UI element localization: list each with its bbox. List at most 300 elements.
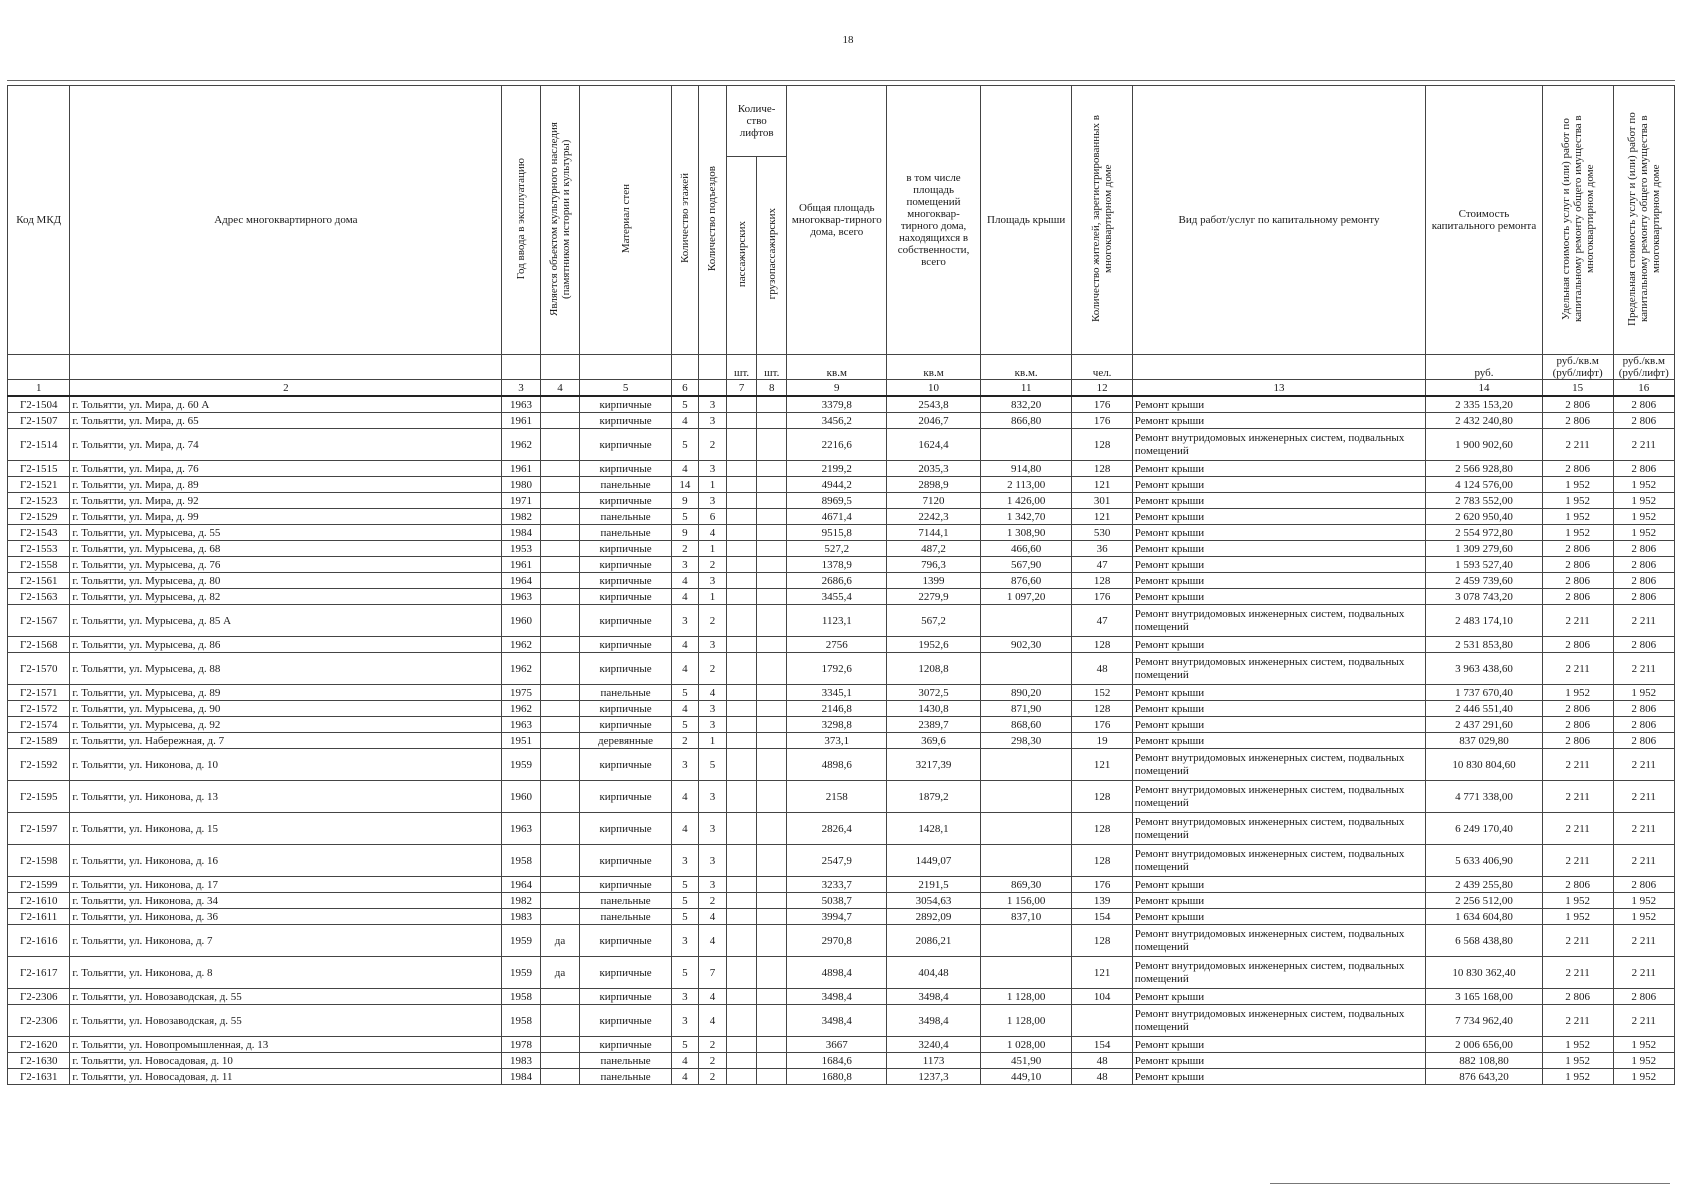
table-row [8,605,1675,637]
area-owned-cell: 2279,9 [887,589,981,605]
area-owned-cell: 2898,9 [887,477,981,493]
roof-area-cell: 1 308,90 [980,525,1072,541]
table-row [8,637,1675,653]
table-row [8,925,1675,957]
address-cell: г. Тольятти, ул. Мурысева, д. 89 [70,685,502,701]
table-row [8,733,1675,749]
residents-cell: 176 [1072,396,1132,413]
area-owned-cell: 404,48 [887,957,981,989]
unit-cost-cell: 2 211 [1542,429,1613,461]
lifts-passenger-cell [726,525,756,541]
lifts-passenger-cell [726,845,756,877]
entrances-cell: 2 [698,1053,726,1069]
unit-cost-cell: 2 806 [1542,877,1613,893]
cost-cell: 876 643,20 [1426,1069,1543,1085]
heritage-cell [540,525,580,541]
floors-cell: 5 [671,509,698,525]
year-cell: 1963 [502,396,541,413]
table-row [8,813,1675,845]
code-cell: Г2-1597 [8,813,70,845]
heritage-cell [540,877,580,893]
floors-cell: 5 [671,877,698,893]
area-total-cell: 3667 [787,1037,887,1053]
column-number: 1 [8,380,70,397]
floors-cell: 3 [671,605,698,637]
year-cell: 1963 [502,717,541,733]
floors-cell: 3 [671,989,698,1005]
address-cell: г. Тольятти, ул. Мурысева, д. 88 [70,653,502,685]
column-number: 11 [980,380,1072,397]
residents-cell: 121 [1072,509,1132,525]
year-cell: 1963 [502,589,541,605]
residents-cell: 128 [1072,925,1132,957]
residents-cell: 530 [1072,525,1132,541]
cost-cell: 2 335 153,20 [1426,396,1543,413]
cost-cell: 2 437 291,60 [1426,717,1543,733]
year-cell: 1958 [502,845,541,877]
lifts-passenger-cell [726,813,756,845]
table-body [8,396,1675,1085]
unit-cost-cell: 2 211 [1542,813,1613,845]
material-cell: кирпичные [580,396,672,413]
table-row [8,957,1675,989]
material-cell: кирпичные [580,573,672,589]
code-cell: Г2-1617 [8,957,70,989]
column-number: 10 [887,380,981,397]
floors-cell: 2 [671,733,698,749]
area-total-cell: 2686,6 [787,573,887,589]
table-row [8,701,1675,717]
lifts-cargo-cell [757,413,787,429]
residents-cell: 139 [1072,893,1132,909]
work-type-cell: Ремонт внутридомовых инженерных систем, подвальных помещений [1132,845,1425,877]
address-cell: г. Тольятти, ул. Мира, д. 60 А [70,396,502,413]
entrances-cell: 2 [698,1069,726,1085]
lifts-passenger-cell [726,1005,756,1037]
area-owned-cell: 3498,4 [887,989,981,1005]
column-number: 13 [1132,380,1425,397]
address-cell: г. Тольятти, ул. Мира, д. 65 [70,413,502,429]
cost-cell: 2 483 174,10 [1426,605,1543,637]
lifts-passenger-cell [726,701,756,717]
material-cell: деревянные [580,733,672,749]
work-type-cell: Ремонт внутридомовых инженерных систем, подвальных помещений [1132,429,1425,461]
heritage-cell: да [540,925,580,957]
area-total-cell: 2158 [787,781,887,813]
max-unit-cost-cell: 1 952 [1613,509,1675,525]
cost-cell: 5 633 406,90 [1426,845,1543,877]
year-cell: 1984 [502,525,541,541]
max-unit-cost-cell: 1 952 [1613,685,1675,701]
area-owned-cell: 2543,8 [887,396,981,413]
residents-cell: 128 [1072,573,1132,589]
lifts-cargo-cell [757,509,787,525]
bottom-rule [1270,1183,1670,1184]
material-cell: кирпичные [580,813,672,845]
unit-cost-cell: 2 806 [1542,396,1613,413]
lifts-cargo-cell [757,909,787,925]
lifts-cargo-cell [757,493,787,509]
lifts-cargo-cell [757,749,787,781]
column-number: 5 [580,380,672,397]
address-cell: г. Тольятти, ул. Мурысева, д. 76 [70,557,502,573]
lifts-passenger-cell [726,925,756,957]
year-cell: 1961 [502,461,541,477]
cost-cell: 2 554 972,80 [1426,525,1543,541]
code-cell: Г2-1515 [8,461,70,477]
roof-area-cell [980,605,1072,637]
roof-area-cell [980,429,1072,461]
unit-cost-cell: 2 806 [1542,541,1613,557]
residents-cell: 128 [1072,637,1132,653]
floors-cell: 5 [671,893,698,909]
work-type-cell: Ремонт внутридомовых инженерных систем, подвальных помещений [1132,605,1425,637]
cost-cell: 1 900 902,60 [1426,429,1543,461]
area-owned-cell: 2242,3 [887,509,981,525]
entrances-cell: 3 [698,493,726,509]
material-cell: кирпичные [580,637,672,653]
material-cell: панельные [580,893,672,909]
cost-cell: 2 620 950,40 [1426,509,1543,525]
residents-cell: 36 [1072,541,1132,557]
work-type-cell: Ремонт крыши [1132,509,1425,525]
column-number: 2 [70,380,502,397]
year-cell: 1964 [502,877,541,893]
max-unit-cost-cell: 2 806 [1613,701,1675,717]
cost-cell: 3 165 168,00 [1426,989,1543,1005]
lifts-passenger-cell [726,573,756,589]
year-cell: 1951 [502,733,541,749]
max-unit-cost-cell: 2 211 [1613,1005,1675,1037]
code-cell: Г2-1567 [8,605,70,637]
heritage-cell [540,749,580,781]
work-type-cell: Ремонт крыши [1132,541,1425,557]
year-cell: 1963 [502,813,541,845]
work-type-cell: Ремонт внутридомовых инженерных систем, подвальных помещений [1132,957,1425,989]
max-unit-cost-cell: 2 211 [1613,429,1675,461]
area-owned-cell: 2389,7 [887,717,981,733]
material-cell: кирпичные [580,749,672,781]
code-cell: Г2-1563 [8,589,70,605]
unit-lifts-passenger: шт. [726,355,756,380]
area-owned-cell: 1428,1 [887,813,981,845]
address-cell: г. Тольятти, ул. Мурысева, д. 68 [70,541,502,557]
column-number: 8 [757,380,787,397]
floors-cell: 4 [671,1053,698,1069]
cost-cell: 3 078 743,20 [1426,589,1543,605]
address-cell: г. Тольятти, ул. Никонова, д. 7 [70,925,502,957]
work-type-cell: Ремонт крыши [1132,893,1425,909]
cost-cell: 7 734 962,40 [1426,1005,1543,1037]
lifts-cargo-cell [757,813,787,845]
cost-cell: 10 830 804,60 [1426,749,1543,781]
floors-cell: 9 [671,493,698,509]
address-cell: г. Тольятти, ул. Мира, д. 89 [70,477,502,493]
unit-cost-cell: 1 952 [1542,1069,1613,1085]
code-cell: Г2-1589 [8,733,70,749]
column-number: 3 [502,380,541,397]
work-type-cell: Ремонт крыши [1132,685,1425,701]
unit-cost-cell: 2 211 [1542,605,1613,637]
residents-cell: 128 [1072,429,1132,461]
lifts-cargo-cell [757,1053,787,1069]
cost-cell: 1 737 670,40 [1426,685,1543,701]
address-cell: г. Тольятти, ул. Новозаводская, д. 55 [70,989,502,1005]
entrances-cell: 3 [698,845,726,877]
heritage-cell [540,1005,580,1037]
material-cell: кирпичные [580,845,672,877]
table-row [8,877,1675,893]
heritage-cell [540,717,580,733]
work-type-cell: Ремонт внутридомовых инженерных систем, подвальных помещений [1132,781,1425,813]
area-total-cell: 4898,4 [787,957,887,989]
residents-cell: 48 [1072,1069,1132,1085]
address-cell: г. Тольятти, ул. Никонова, д. 36 [70,909,502,925]
unit-cost-cell: 1 952 [1542,509,1613,525]
header-heritage: Является объектом культурного наследия (памятником истории и культуры) [540,86,580,355]
entrances-cell: 4 [698,1005,726,1037]
residents-cell: 128 [1072,461,1132,477]
year-cell: 1980 [502,477,541,493]
cost-cell: 2 566 928,80 [1426,461,1543,477]
floors-cell: 4 [671,813,698,845]
residents-cell: 104 [1072,989,1132,1005]
material-cell: панельные [580,525,672,541]
material-cell: панельные [580,685,672,701]
area-total-cell: 1123,1 [787,605,887,637]
area-owned-cell: 1208,8 [887,653,981,685]
heritage-cell [540,509,580,525]
year-cell: 1953 [502,541,541,557]
work-type-cell: Ремонт крыши [1132,1069,1425,1085]
cost-cell: 2 531 853,80 [1426,637,1543,653]
floors-cell: 3 [671,749,698,781]
floors-cell: 5 [671,717,698,733]
roof-area-cell: 2 113,00 [980,477,1072,493]
floors-cell: 5 [671,957,698,989]
floors-cell: 3 [671,557,698,573]
entrances-cell: 3 [698,637,726,653]
heritage-cell [540,461,580,477]
max-unit-cost-cell: 2 806 [1613,573,1675,589]
max-unit-cost-cell: 1 952 [1613,493,1675,509]
roof-area-cell: 902,30 [980,637,1072,653]
area-owned-cell: 567,2 [887,605,981,637]
area-owned-cell: 1399 [887,573,981,589]
year-cell: 1959 [502,749,541,781]
entrances-cell: 3 [698,701,726,717]
roof-area-cell [980,845,1072,877]
heritage-cell [540,1037,580,1053]
column-number: 14 [1426,380,1543,397]
area-owned-cell: 1173 [887,1053,981,1069]
area-owned-cell: 369,6 [887,733,981,749]
code-cell: Г2-1529 [8,509,70,525]
residents-cell: 154 [1072,1037,1132,1053]
header-address: Адрес многоквартирного дома [70,86,502,355]
max-unit-cost-cell: 2 211 [1613,749,1675,781]
max-unit-cost-cell: 2 806 [1613,461,1675,477]
unit-lifts-cargo: шт. [757,355,787,380]
heritage-cell [540,396,580,413]
area-owned-cell: 1430,8 [887,701,981,717]
floors-cell: 4 [671,1069,698,1085]
area-owned-cell: 3054,63 [887,893,981,909]
roof-area-cell: 466,60 [980,541,1072,557]
code-cell: Г2-1595 [8,781,70,813]
table-row [8,909,1675,925]
lifts-cargo-cell [757,477,787,493]
unit-cost-cell: 2 211 [1542,781,1613,813]
heritage-cell [540,541,580,557]
area-total-cell: 3456,2 [787,413,887,429]
area-owned-cell: 2191,5 [887,877,981,893]
entrances-cell: 6 [698,509,726,525]
area-owned-cell: 2046,7 [887,413,981,429]
lifts-cargo-cell [757,1037,787,1053]
address-cell: г. Тольятти, ул. Новозаводская, д. 55 [70,1005,502,1037]
address-cell: г. Тольятти, ул. Новосадовая, д. 10 [70,1053,502,1069]
address-cell: г. Тольятти, ул. Никонова, д. 34 [70,893,502,909]
address-cell: г. Тольятти, ул. Мурысева, д. 92 [70,717,502,733]
material-cell: кирпичные [580,717,672,733]
entrances-cell: 1 [698,733,726,749]
area-total-cell: 3298,8 [787,717,887,733]
lifts-cargo-cell [757,653,787,685]
unit-cost: руб. [1426,355,1543,380]
roof-area-cell: 567,90 [980,557,1072,573]
lifts-cargo-cell [757,1005,787,1037]
work-type-cell: Ремонт крыши [1132,909,1425,925]
material-cell: панельные [580,909,672,925]
lifts-passenger-cell [726,493,756,509]
code-cell: Г2-1561 [8,573,70,589]
lifts-cargo-cell [757,461,787,477]
cost-cell: 4 771 338,00 [1426,781,1543,813]
entrances-cell: 1 [698,477,726,493]
year-cell: 1978 [502,1037,541,1053]
roof-area-cell: 869,30 [980,877,1072,893]
table-row [8,509,1675,525]
code-cell: Г2-1570 [8,653,70,685]
lifts-passenger-cell [726,957,756,989]
entrances-cell: 3 [698,781,726,813]
unit-cost-cell: 2 211 [1542,749,1613,781]
unit-cost-cell: 2 211 [1542,957,1613,989]
address-cell: г. Тольятти, ул. Мурысева, д. 55 [70,525,502,541]
heritage-cell [540,477,580,493]
lifts-cargo-cell [757,557,787,573]
heritage-cell [540,413,580,429]
column-number: 4 [540,380,580,397]
table-row [8,396,1675,413]
cost-cell: 2 006 656,00 [1426,1037,1543,1053]
unit-area-owned: кв.м [887,355,981,380]
area-owned-cell: 7144,1 [887,525,981,541]
work-type-cell: Ремонт крыши [1132,733,1425,749]
entrances-cell: 3 [698,573,726,589]
residents-cell: 121 [1072,957,1132,989]
lifts-passenger-cell [726,413,756,429]
year-cell: 1962 [502,637,541,653]
unit-cost-cell: 1 952 [1542,493,1613,509]
code-cell: Г2-1630 [8,1053,70,1069]
floors-cell: 4 [671,573,698,589]
roof-area-cell: 1 028,00 [980,1037,1072,1053]
unit-cost-cell: 2 806 [1542,589,1613,605]
residents-cell: 176 [1072,413,1132,429]
code-cell: Г2-1558 [8,557,70,573]
year-cell: 1960 [502,781,541,813]
code-cell: Г2-1599 [8,877,70,893]
unit-cost-cell: 2 806 [1542,557,1613,573]
table-row [8,1005,1675,1037]
lifts-cargo-cell [757,845,787,877]
work-type-cell: Ремонт крыши [1132,573,1425,589]
area-total-cell: 9515,8 [787,525,887,541]
area-owned-cell: 3217,39 [887,749,981,781]
lifts-cargo-cell [757,877,787,893]
work-type-cell: Ремонт внутридомовых инженерных систем, подвальных помещений [1132,925,1425,957]
work-type-cell: Ремонт внутридомовых инженерных систем, подвальных помещений [1132,1005,1425,1037]
max-unit-cost-cell: 1 952 [1613,477,1675,493]
address-cell: г. Тольятти, ул. Мурысева, д. 82 [70,589,502,605]
material-cell: кирпичные [580,1005,672,1037]
year-cell: 1982 [502,893,541,909]
heritage-cell [540,605,580,637]
max-unit-cost-cell: 2 806 [1613,717,1675,733]
column-number: 6 [671,380,698,397]
header-area-owned: в том числе площадь помещений многоквар-тирного дома, находящихся в собственности, всего [887,86,981,355]
area-total-cell: 2199,2 [787,461,887,477]
cost-cell: 882 108,80 [1426,1053,1543,1069]
year-cell: 1960 [502,605,541,637]
residents-cell: 176 [1072,877,1132,893]
roof-area-cell [980,749,1072,781]
area-owned-cell: 3072,5 [887,685,981,701]
column-number [698,380,726,397]
roof-area-cell: 449,10 [980,1069,1072,1085]
residents-cell: 128 [1072,813,1132,845]
area-owned-cell: 3240,4 [887,1037,981,1053]
area-total-cell: 2146,8 [787,701,887,717]
floors-cell: 4 [671,637,698,653]
max-unit-cost-cell: 2 806 [1613,637,1675,653]
cost-cell: 10 830 362,40 [1426,957,1543,989]
code-cell: Г2-1507 [8,413,70,429]
cost-cell: 2 459 739,60 [1426,573,1543,589]
heritage-cell [540,573,580,589]
unit-cost-cell: 2 211 [1542,925,1613,957]
header-area-total: Общая площадь многоквар-тирного дома, всего [787,86,887,355]
code-cell: Г2-2306 [8,989,70,1005]
max-unit-cost-cell: 1 952 [1613,909,1675,925]
entrances-cell: 3 [698,813,726,845]
roof-area-cell: 1 426,00 [980,493,1072,509]
lifts-passenger-cell [726,509,756,525]
heritage-cell [540,429,580,461]
cost-cell: 1 634 604,80 [1426,909,1543,925]
lifts-passenger-cell [726,396,756,413]
header-year: Год ввода в эксплуатацию [502,86,541,355]
roof-area-cell: 876,60 [980,573,1072,589]
area-owned-cell: 2892,09 [887,909,981,925]
area-total-cell: 3498,4 [787,1005,887,1037]
residents-cell: 176 [1072,717,1132,733]
heritage-cell [540,845,580,877]
floors-cell: 2 [671,541,698,557]
unit-cost-cell: 2 211 [1542,1005,1613,1037]
